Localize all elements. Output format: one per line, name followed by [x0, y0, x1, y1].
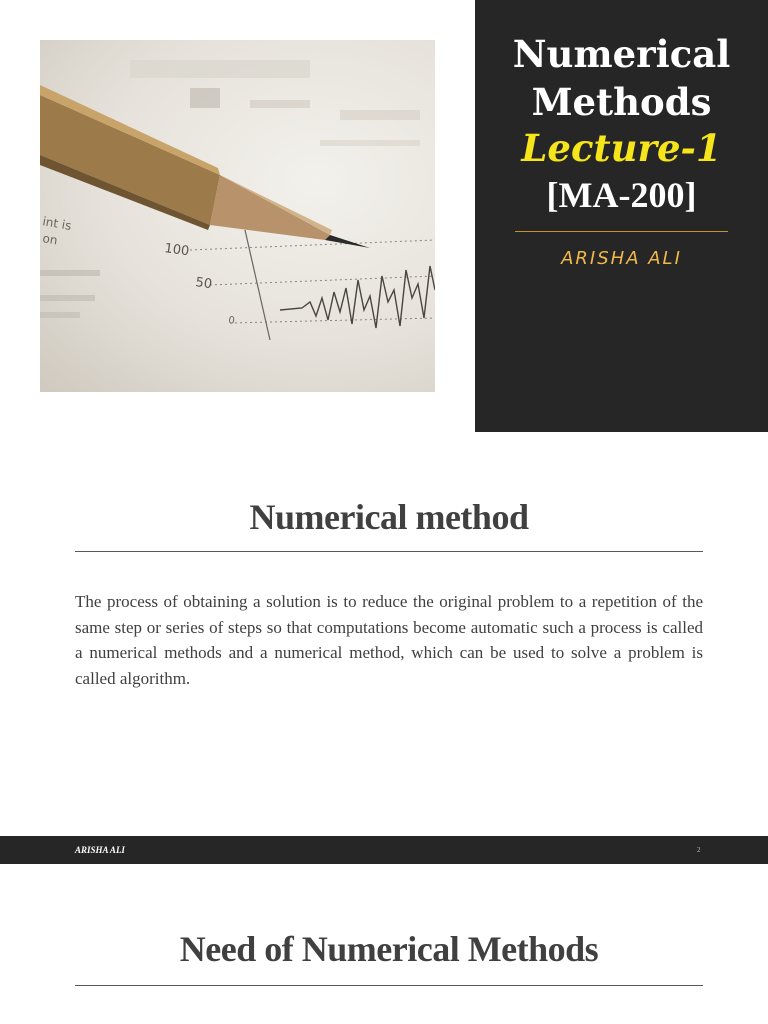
- slide-heading: Need of Numerical Methods: [179, 929, 599, 969]
- pencil-photo-illustration: [40, 40, 435, 392]
- pencil-on-graph-photo: [40, 40, 435, 392]
- lecture-label: Lecture-1: [521, 126, 722, 170]
- page-number: 2: [697, 846, 701, 854]
- margin-text-1: int is: [41, 214, 73, 233]
- heading-divider: [75, 985, 703, 986]
- slide-footer: [0, 836, 768, 864]
- slide-heading: Numerical method: [249, 497, 529, 537]
- slide-body-text: The process of obtaining a solution is to reduce the original problem to a repetition of the same step or series of steps so that computations become automatic such a process is called a numerical methods and a numerical method, which can be used to solve a problem is called algorithm.: [75, 592, 703, 688]
- author-name: ARISHA ALI: [561, 248, 682, 269]
- title-line-2: Methods: [531, 80, 712, 124]
- heading-divider: [75, 551, 703, 552]
- footer-author: ARISHA ALI: [75, 845, 125, 855]
- title-line-1: Numerical: [512, 32, 731, 76]
- title-slide: [0, 0, 768, 432]
- title-panel: [475, 0, 768, 432]
- margin-text-2: on: [41, 231, 59, 248]
- tick-label-0: 0: [227, 315, 236, 327]
- slide-need-of-numerical-methods: [0, 864, 768, 1024]
- title-divider: [515, 231, 728, 232]
- tick-label-50: 50: [194, 275, 213, 293]
- course-code: [MA-200]: [546, 175, 697, 215]
- slide-numerical-method: [0, 432, 768, 864]
- tick-label-100: 100: [163, 241, 191, 260]
